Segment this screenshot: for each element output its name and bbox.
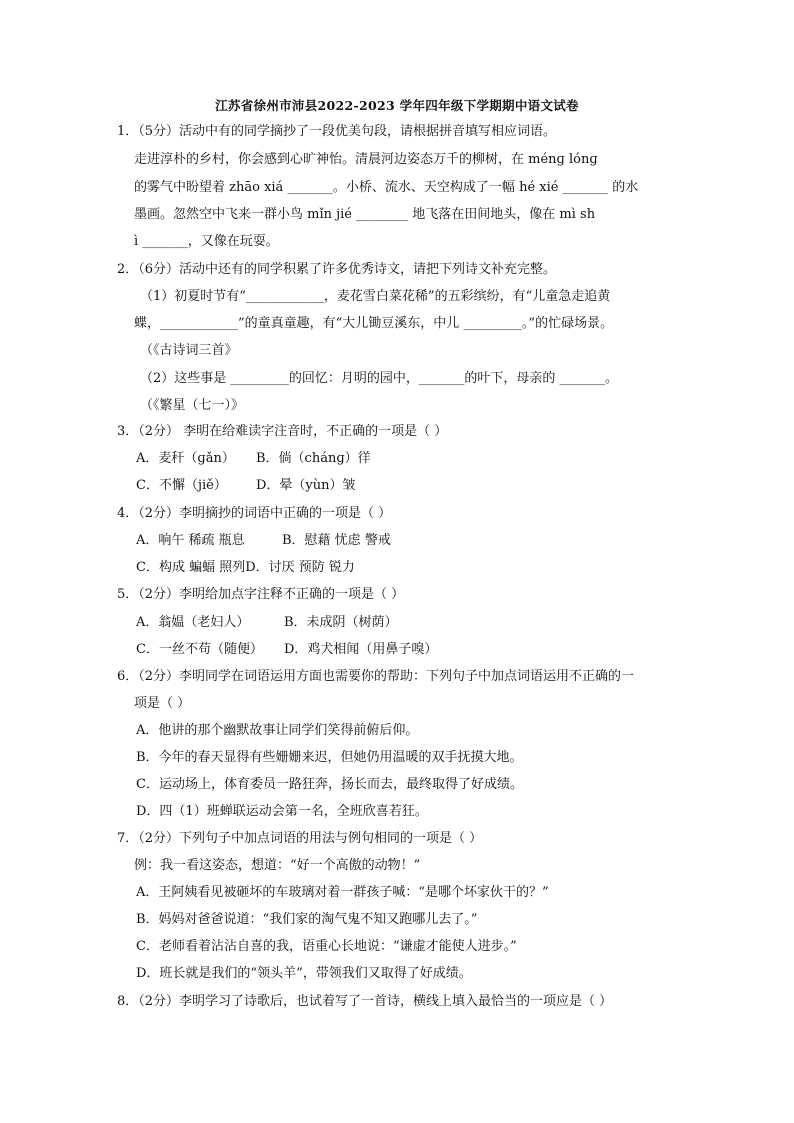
option-d: D．晕（yùn）皱 [256, 478, 356, 493]
question-4: 4．（2分）李明摘抄的词语中正确的一项是（ ） [117, 506, 392, 521]
question-7-option-c: C．老师看着沾沾自喜的我，语重心长地说：“谦虚才能使人进步。” [136, 939, 517, 954]
question-3-options-row [136, 478, 676, 494]
question-6-option-b: B．今年的春天显得有些姗姗来迟，但她仍用温暖的双手抚摸大地。 [136, 750, 523, 765]
question-7-option-a: A．王阿姨看见被砸坏的车玻璃对着一群孩子喊：“是哪个坏家伙干的？” [136, 885, 549, 900]
question-4-options-row [136, 533, 676, 549]
option-b: B．未成阴（树荫） [284, 615, 398, 630]
option-b: B．慰藉 忧虑 警戒 [282, 533, 391, 548]
question-6-option-c: C．运动场上，体育委员一路狂奔，扬长而去，最终取得了好成绩。 [136, 777, 523, 792]
option-a: A．翁媪（老妇人） [136, 615, 250, 630]
option-c: C．不懈（jiě） [136, 478, 227, 493]
question-1: 1．（5分）活动中有的同学摘抄了一段优美句段，请根据拼音填写相应词语。 [117, 124, 557, 139]
option-b: B．倘（chánɡ）徉 [256, 451, 371, 466]
question-6: 6．（2分）李明同学在词语运用方面也需要你的帮助：下列句子中加点词语运用不正确的一 [117, 669, 635, 684]
question-2-source: （《古诗词三首》 [140, 343, 238, 358]
question-8: 8．（2分）李明学习了诗歌后，也试着写了一首诗，横线上填入最恰当的一项应是（ ） [117, 994, 613, 1009]
question-3: 3．（2分） 李明在给难读字注音时，不正确的一项是（ ） [117, 424, 448, 439]
option-c: C．一丝不苟（随便） [136, 642, 263, 657]
question-1-text-line: 走进淳朴的乡村，你会感到心旷神怡。清晨河边姿态万千的柳树，在 ménɡ lónɡ [134, 152, 598, 167]
question-6-text-line: 项是（ ） [134, 696, 191, 711]
option-d: D．鸡犬相闻（用鼻子嗅） [284, 642, 438, 657]
question-7-example: 例：我一看这姿态，想道：“好一个高傲的动物！” [134, 858, 421, 873]
exam-title: 江苏省徐州市沛县2022-2023 学年四年级下学期期中语文试卷 [215, 98, 579, 113]
question-1-text-line: 墨画。忽然空中飞来一群小鸟 mǐn jié ________ 地飞落在田间地头，像在 mì sh [134, 207, 596, 222]
question-1-text-line: 的雾气中盼望着 zhāo xiá _______。小桥、流水、天空构成了一幅 hé xié _______ 的水 [134, 180, 639, 195]
question-5-options-row [136, 642, 676, 658]
question-1-text-line: ì _______，又像在玩耍。 [134, 234, 279, 249]
question-7-option-d: D．班长就是我们的“领头羊”，带领我们又取得了好成绩。 [136, 966, 472, 981]
question-2-source: （《繁星（七一）》 [140, 398, 245, 413]
question-7-option-b: B．妈妈对爸爸说道：“我们家的淘气鬼不知又跑哪儿去了。” [136, 912, 478, 927]
option-a: A．麦秆（ɡǎn） [136, 451, 235, 466]
question-3-options-row [136, 451, 676, 467]
question-2-text-line: 蝶，____________”的童真童趣，有“大儿锄豆溪东，中儿 _________。”的忙碌场景。 [134, 316, 614, 331]
question-5: 5．（2分）李明给加点字注释不正确的一项是（ ） [117, 587, 405, 602]
question-2: 2．（6分）活动中还有的同学积累了许多优秀诗文，请把下列诗文补充完整。 [117, 262, 557, 277]
question-4-options-row: C．构成 蝙蝠 照列D．讨厌 预防 锐力 [136, 560, 355, 575]
option-a: A．响午 稀疏 瓶息 [136, 533, 245, 548]
question-5-options-row [136, 615, 676, 631]
question-6-option-a: A．他讲的那个幽默故事让同学们笑得前俯后仰。 [136, 723, 419, 738]
question-7: 7．（2分）下列句子中加点词语的用法与例句相同的一项是（ ） [117, 831, 483, 846]
question-6-option-d: D．四（1）班蝉联运动会第一名，全班欣喜若狂。 [136, 804, 428, 819]
question-2-text-line: （2）这些事是 _________的回忆：月明的园中，_______的叶下，母亲的 _______。 [140, 371, 619, 386]
question-2-text-line: （1）初夏时节有“____________，麦花雪白菜花稀”的五彩缤纷，有“儿童急走追黄 [140, 289, 611, 304]
